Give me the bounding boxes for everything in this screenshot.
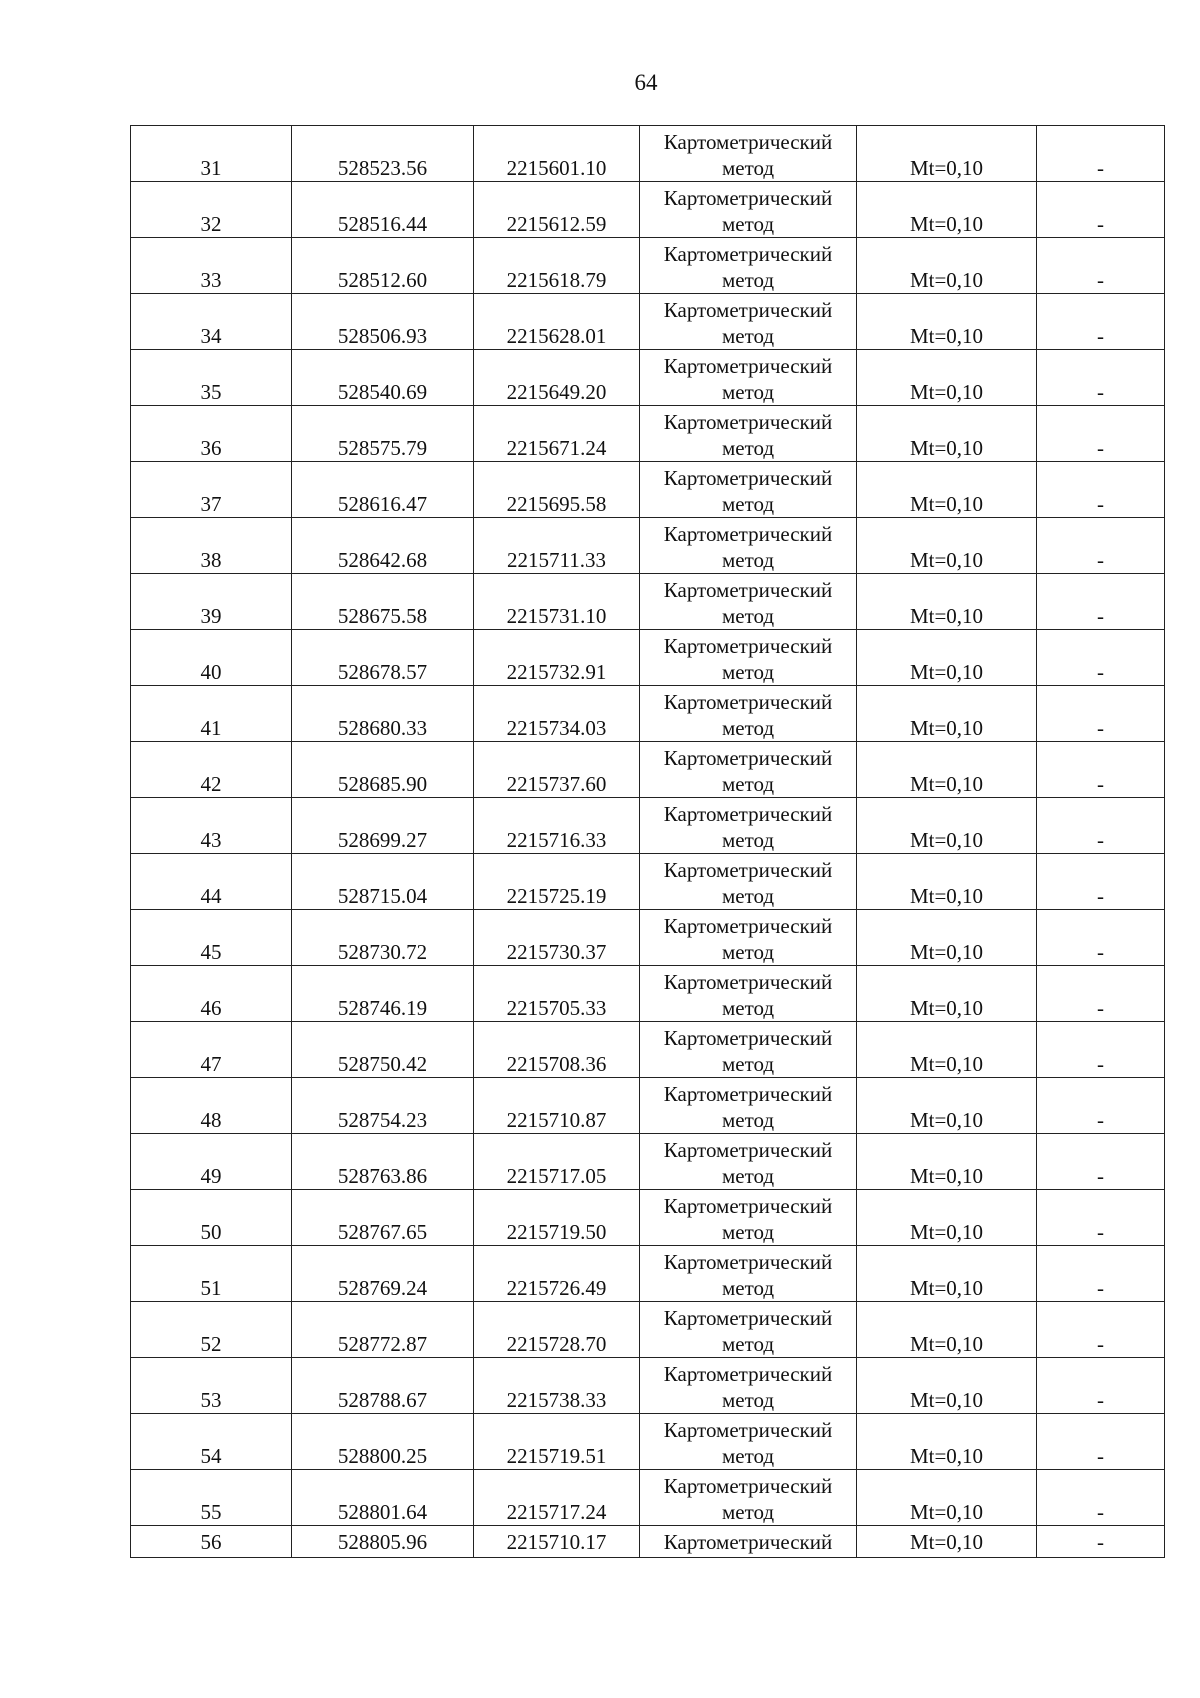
table-row (131, 518, 1165, 574)
method-label: Картометрический (663, 522, 833, 546)
note-cell: - (1037, 462, 1165, 518)
y-coordinate-cell: 2215738.33 (474, 1358, 640, 1414)
method-cell (640, 1134, 857, 1190)
method-label: Картометрический (663, 1529, 833, 1554)
note-cell: - (1037, 910, 1165, 966)
method-label-continuation: метод (721, 996, 775, 1020)
x-coordinate-cell: 528642.68 (292, 518, 474, 574)
y-coordinate-cell: 2215728.70 (474, 1302, 640, 1358)
method-cell (640, 462, 857, 518)
accuracy-cell: Mt=0,10 (857, 1302, 1037, 1358)
note-cell: - (1037, 294, 1165, 350)
method-label-continuation: метод (721, 828, 775, 852)
table-row (131, 574, 1165, 630)
note-cell: - (1037, 966, 1165, 1022)
method-cell (640, 238, 857, 294)
x-coordinate-cell: 528800.25 (292, 1414, 474, 1470)
method-label: Картометрический (663, 1026, 833, 1050)
point-number-cell: 55 (131, 1470, 292, 1526)
method-label-continuation: метод (721, 212, 775, 236)
point-number-cell: 42 (131, 742, 292, 798)
method-label-continuation: метод (721, 884, 775, 908)
method-label-continuation: метод (721, 716, 775, 740)
method-label: Картометрический (663, 970, 833, 994)
y-coordinate-cell: 2215695.58 (474, 462, 640, 518)
method-label-continuation: метод (721, 1332, 775, 1356)
x-coordinate-cell: 528746.19 (292, 966, 474, 1022)
method-cell (640, 854, 857, 910)
method-label-continuation: метод (721, 1220, 775, 1244)
table-row (131, 406, 1165, 462)
point-number-cell: 35 (131, 350, 292, 406)
method-label: Картометрический (663, 130, 833, 154)
x-coordinate-cell: 528616.47 (292, 462, 474, 518)
method-cell (640, 630, 857, 686)
note-cell: - (1037, 1358, 1165, 1414)
note-cell: - (1037, 686, 1165, 742)
table-body (131, 126, 1165, 1558)
method-label: Картометрический (663, 410, 833, 434)
accuracy-cell: Mt=0,10 (857, 350, 1037, 406)
point-number-cell: 36 (131, 406, 292, 462)
x-coordinate-cell: 528540.69 (292, 350, 474, 406)
method-label: Картометрический (663, 578, 833, 602)
point-number-cell: 32 (131, 182, 292, 238)
method-label: Картометрический (663, 746, 833, 770)
x-coordinate-cell: 528788.67 (292, 1358, 474, 1414)
y-coordinate-cell: 2215726.49 (474, 1246, 640, 1302)
method-label-continuation: метод (721, 548, 775, 572)
method-label-continuation: метод (721, 1388, 775, 1412)
note-cell: - (1037, 1470, 1165, 1526)
point-number-cell: 34 (131, 294, 292, 350)
x-coordinate-cell: 528772.87 (292, 1302, 474, 1358)
x-coordinate-cell: 528506.93 (292, 294, 474, 350)
point-number-cell: 53 (131, 1358, 292, 1414)
note-cell: - (1037, 350, 1165, 406)
accuracy-cell: Mt=0,10 (857, 126, 1037, 182)
method-cell (640, 742, 857, 798)
point-number-cell: 45 (131, 910, 292, 966)
method-label: Картометрический (663, 354, 833, 378)
y-coordinate-cell: 2215708.36 (474, 1022, 640, 1078)
method-cell (640, 1358, 857, 1414)
method-label-continuation: метод (721, 156, 775, 180)
point-number-cell: 50 (131, 1190, 292, 1246)
method-label: Картометрический (663, 298, 833, 322)
page-number: 64 (634, 70, 658, 95)
accuracy-cell: Mt=0,10 (857, 1190, 1037, 1246)
x-coordinate-cell: 528801.64 (292, 1470, 474, 1526)
method-label-continuation: метод (721, 436, 775, 460)
y-coordinate-cell: 2215710.87 (474, 1078, 640, 1134)
note-cell: - (1037, 1246, 1165, 1302)
accuracy-cell: Mt=0,10 (857, 462, 1037, 518)
point-number-cell: 39 (131, 574, 292, 630)
y-coordinate-cell: 2215734.03 (474, 686, 640, 742)
method-label-continuation: метод (721, 604, 775, 628)
method-cell (640, 966, 857, 1022)
table-row (131, 1470, 1165, 1526)
note-cell: - (1037, 406, 1165, 462)
accuracy-cell: Mt=0,10 (857, 742, 1037, 798)
method-label: Картометрический (663, 242, 833, 266)
method-label: Картометрический (663, 634, 833, 658)
note-cell: - (1037, 126, 1165, 182)
x-coordinate-cell: 528523.56 (292, 126, 474, 182)
point-number-cell: 43 (131, 798, 292, 854)
point-number-cell: 56 (131, 1526, 292, 1558)
table-row (131, 798, 1165, 854)
y-coordinate-cell: 2215711.33 (474, 518, 640, 574)
accuracy-cell: Mt=0,10 (857, 966, 1037, 1022)
method-cell (640, 574, 857, 630)
x-coordinate-cell: 528715.04 (292, 854, 474, 910)
y-coordinate-cell: 2215737.60 (474, 742, 640, 798)
point-number-cell: 48 (131, 1078, 292, 1134)
method-label-continuation: метод (721, 660, 775, 684)
y-coordinate-cell: 2215612.59 (474, 182, 640, 238)
point-number-cell: 46 (131, 966, 292, 1022)
note-cell: - (1037, 1078, 1165, 1134)
method-label: Картометрический (663, 1418, 833, 1442)
method-label-continuation: метод (721, 772, 775, 796)
x-coordinate-cell: 528685.90 (292, 742, 474, 798)
method-cell (640, 798, 857, 854)
note-cell: - (1037, 630, 1165, 686)
point-number-cell: 41 (131, 686, 292, 742)
method-label-continuation: метод (721, 1164, 775, 1188)
table-row (131, 1022, 1165, 1078)
table-row (131, 294, 1165, 350)
x-coordinate-cell: 528699.27 (292, 798, 474, 854)
method-label-continuation: метод (721, 1276, 775, 1300)
table-row (131, 1190, 1165, 1246)
method-label: Картометрический (663, 1082, 833, 1106)
x-coordinate-cell: 528750.42 (292, 1022, 474, 1078)
note-cell: - (1037, 1022, 1165, 1078)
note-cell: - (1037, 182, 1165, 238)
method-cell (640, 1302, 857, 1358)
y-coordinate-cell: 2215649.20 (474, 350, 640, 406)
point-number-cell: 40 (131, 630, 292, 686)
accuracy-cell: Mt=0,10 (857, 182, 1037, 238)
point-number-cell: 38 (131, 518, 292, 574)
accuracy-cell: Mt=0,10 (857, 1414, 1037, 1470)
note-cell: - (1037, 1414, 1165, 1470)
method-cell (640, 686, 857, 742)
accuracy-cell: Mt=0,10 (857, 854, 1037, 910)
method-label-continuation: метод (721, 1108, 775, 1132)
accuracy-cell: Mt=0,10 (857, 1246, 1037, 1302)
method-cell (640, 350, 857, 406)
method-cell (640, 182, 857, 238)
x-coordinate-cell: 528516.44 (292, 182, 474, 238)
y-coordinate-cell: 2215725.19 (474, 854, 640, 910)
accuracy-cell: Mt=0,10 (857, 294, 1037, 350)
x-coordinate-cell: 528575.79 (292, 406, 474, 462)
method-label: Картометрический (663, 1194, 833, 1218)
y-coordinate-cell: 2215719.51 (474, 1414, 640, 1470)
y-coordinate-cell: 2215730.37 (474, 910, 640, 966)
note-cell: - (1037, 1526, 1165, 1558)
point-number-cell: 51 (131, 1246, 292, 1302)
note-cell: - (1037, 1134, 1165, 1190)
y-coordinate-cell: 2215628.01 (474, 294, 640, 350)
method-cell (640, 1470, 857, 1526)
note-cell: - (1037, 518, 1165, 574)
table-row (131, 1078, 1165, 1134)
table-row (131, 966, 1165, 1022)
point-number-cell: 33 (131, 238, 292, 294)
method-label: Картометрический (663, 1362, 833, 1386)
method-label: Картометрический (663, 690, 833, 714)
method-label: Картометрический (663, 186, 833, 210)
y-coordinate-cell: 2215732.91 (474, 630, 640, 686)
note-cell: - (1037, 1190, 1165, 1246)
x-coordinate-cell: 528754.23 (292, 1078, 474, 1134)
method-label-continuation: метод (721, 1500, 775, 1524)
method-label: Картометрический (663, 1250, 833, 1274)
table-row (131, 1414, 1165, 1470)
table-row (131, 1358, 1165, 1414)
table-row (131, 238, 1165, 294)
method-label: Картометрический (663, 1138, 833, 1162)
method-label: Картометрический (663, 914, 833, 938)
accuracy-cell: Mt=0,10 (857, 630, 1037, 686)
method-label: Картометрический (663, 858, 833, 882)
accuracy-cell: Mt=0,10 (857, 574, 1037, 630)
point-number-cell: 44 (131, 854, 292, 910)
method-cell (640, 294, 857, 350)
y-coordinate-cell: 2215618.79 (474, 238, 640, 294)
method-cell (640, 1526, 857, 1558)
table-row (131, 126, 1165, 182)
table-row (131, 1302, 1165, 1358)
coordinates-table (130, 125, 1165, 1558)
table-row (131, 182, 1165, 238)
accuracy-cell: Mt=0,10 (857, 1470, 1037, 1526)
table-row (131, 854, 1165, 910)
table-row (131, 350, 1165, 406)
method-cell (640, 1022, 857, 1078)
point-number-cell: 37 (131, 462, 292, 518)
method-cell (640, 910, 857, 966)
note-cell: - (1037, 1302, 1165, 1358)
y-coordinate-cell: 2215719.50 (474, 1190, 640, 1246)
x-coordinate-cell: 528680.33 (292, 686, 474, 742)
table-row (131, 462, 1165, 518)
method-label: Картометрический (663, 466, 833, 490)
accuracy-cell: Mt=0,10 (857, 406, 1037, 462)
method-label: Картометрический (663, 802, 833, 826)
x-coordinate-cell: 528678.57 (292, 630, 474, 686)
x-coordinate-cell: 528767.65 (292, 1190, 474, 1246)
method-cell (640, 1246, 857, 1302)
y-coordinate-cell: 2215705.33 (474, 966, 640, 1022)
method-cell (640, 1414, 857, 1470)
table-row (131, 1246, 1165, 1302)
method-label: Картометрический (663, 1306, 833, 1330)
note-cell: - (1037, 742, 1165, 798)
y-coordinate-cell: 2215710.17 (474, 1526, 640, 1558)
y-coordinate-cell: 2215671.24 (474, 406, 640, 462)
method-label-continuation: метод (721, 380, 775, 404)
point-number-cell: 31 (131, 126, 292, 182)
x-coordinate-cell: 528805.96 (292, 1526, 474, 1558)
table-row (131, 686, 1165, 742)
accuracy-cell: Mt=0,10 (857, 238, 1037, 294)
table-row (131, 910, 1165, 966)
y-coordinate-cell: 2215717.24 (474, 1470, 640, 1526)
y-coordinate-cell: 2215717.05 (474, 1134, 640, 1190)
point-number-cell: 52 (131, 1302, 292, 1358)
accuracy-cell: Mt=0,10 (857, 686, 1037, 742)
note-cell: - (1037, 238, 1165, 294)
x-coordinate-cell: 528675.58 (292, 574, 474, 630)
point-number-cell: 54 (131, 1414, 292, 1470)
method-label-continuation: метод (721, 324, 775, 348)
accuracy-cell: Mt=0,10 (857, 518, 1037, 574)
method-label-continuation: метод (721, 1444, 775, 1468)
point-number-cell: 49 (131, 1134, 292, 1190)
table-row (131, 1526, 1165, 1558)
x-coordinate-cell: 528730.72 (292, 910, 474, 966)
point-number-cell: 47 (131, 1022, 292, 1078)
y-coordinate-cell: 2215716.33 (474, 798, 640, 854)
note-cell: - (1037, 854, 1165, 910)
accuracy-cell: Mt=0,10 (857, 1526, 1037, 1558)
method-label-continuation: метод (721, 268, 775, 292)
note-cell: - (1037, 574, 1165, 630)
method-cell (640, 518, 857, 574)
table-row (131, 1134, 1165, 1190)
table-row (131, 742, 1165, 798)
accuracy-cell: Mt=0,10 (857, 1022, 1037, 1078)
accuracy-cell: Mt=0,10 (857, 1358, 1037, 1414)
note-cell: - (1037, 798, 1165, 854)
accuracy-cell: Mt=0,10 (857, 1134, 1037, 1190)
y-coordinate-cell: 2215601.10 (474, 126, 640, 182)
accuracy-cell: Mt=0,10 (857, 1078, 1037, 1134)
x-coordinate-cell: 528512.60 (292, 238, 474, 294)
method-label: Картометрический (663, 1474, 833, 1498)
table-row (131, 630, 1165, 686)
method-cell (640, 1078, 857, 1134)
method-label-continuation: метод (721, 1052, 775, 1076)
y-coordinate-cell: 2215731.10 (474, 574, 640, 630)
accuracy-cell: Mt=0,10 (857, 798, 1037, 854)
method-label-continuation: метод (721, 940, 775, 964)
x-coordinate-cell: 528763.86 (292, 1134, 474, 1190)
method-cell (640, 1190, 857, 1246)
method-cell (640, 406, 857, 462)
method-label-continuation: метод (721, 492, 775, 516)
method-cell (640, 126, 857, 182)
x-coordinate-cell: 528769.24 (292, 1246, 474, 1302)
accuracy-cell: Mt=0,10 (857, 910, 1037, 966)
